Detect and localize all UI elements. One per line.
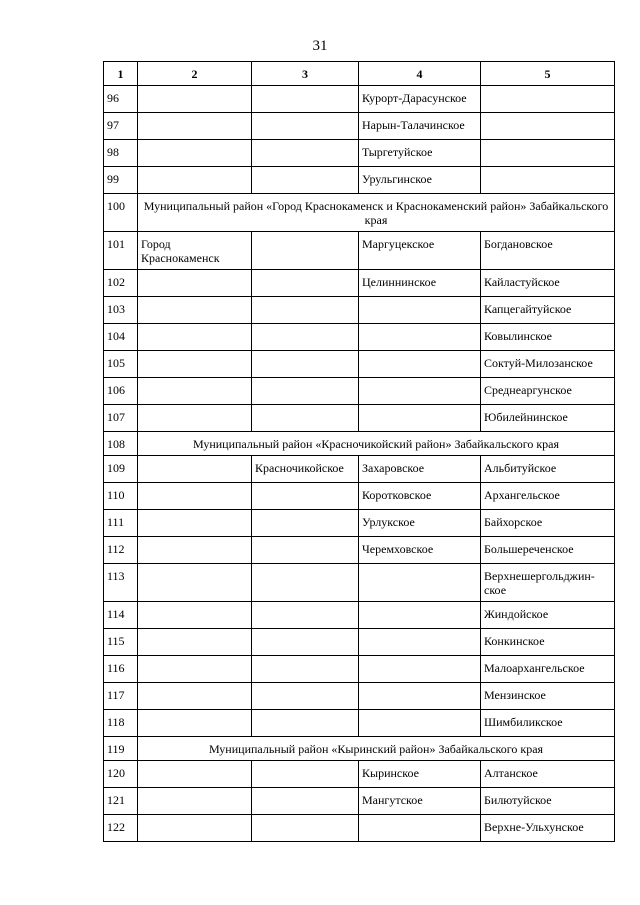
table-row bbox=[104, 456, 615, 483]
row-number-cell: 99 bbox=[104, 167, 138, 194]
rural-settlement-cell: Билютуйское bbox=[481, 788, 615, 815]
row-number-cell: 119 bbox=[104, 737, 138, 761]
urban-settlement-cell bbox=[252, 788, 359, 815]
table-body bbox=[104, 62, 615, 842]
urban-settlement-cell bbox=[252, 167, 359, 194]
table-row bbox=[104, 324, 615, 351]
urban-district-cell bbox=[138, 788, 252, 815]
row-number-cell: 112 bbox=[104, 537, 138, 564]
row-number-cell: 100 bbox=[104, 194, 138, 232]
urban-district-cell bbox=[138, 113, 252, 140]
column-header: 5 bbox=[481, 62, 615, 86]
table-row bbox=[104, 86, 615, 113]
page-number: 31 bbox=[312, 38, 328, 54]
rural-settlement-cell: Богдановское bbox=[481, 232, 615, 270]
urban-district-cell bbox=[138, 351, 252, 378]
rural-settlement-cell: Альбитуйское bbox=[481, 456, 615, 483]
urban-district-cell bbox=[138, 602, 252, 629]
urban-settlement-cell bbox=[252, 761, 359, 788]
rural-settlement-cell: Черемховское bbox=[359, 537, 481, 564]
row-number-cell: 101 bbox=[104, 232, 138, 270]
urban-district-cell bbox=[138, 761, 252, 788]
rural-settlement-cell bbox=[481, 113, 615, 140]
urban-settlement-cell bbox=[252, 140, 359, 167]
table-row bbox=[104, 483, 615, 510]
row-number-cell: 110 bbox=[104, 483, 138, 510]
table-row bbox=[104, 537, 615, 564]
table-header-row bbox=[104, 62, 615, 86]
urban-settlement-cell bbox=[252, 297, 359, 324]
urban-settlement-cell bbox=[252, 86, 359, 113]
row-number-cell: 116 bbox=[104, 656, 138, 683]
rural-settlement-cell bbox=[359, 710, 481, 737]
urban-district-cell bbox=[138, 683, 252, 710]
row-number-cell: 103 bbox=[104, 297, 138, 324]
urban-settlement-cell bbox=[252, 629, 359, 656]
rural-settlement-cell bbox=[359, 564, 481, 602]
urban-district-cell bbox=[138, 537, 252, 564]
urban-district-cell bbox=[138, 324, 252, 351]
rural-settlement-cell: Соктуй-Милозанское bbox=[481, 351, 615, 378]
urban-settlement-cell bbox=[252, 815, 359, 842]
table-row bbox=[104, 815, 615, 842]
row-number-cell: 117 bbox=[104, 683, 138, 710]
urban-district-cell bbox=[138, 510, 252, 537]
urban-district-cell bbox=[138, 483, 252, 510]
table-row bbox=[104, 270, 615, 297]
table-row bbox=[104, 683, 615, 710]
urban-district-cell bbox=[138, 456, 252, 483]
rural-settlement-cell: Целиннинское bbox=[359, 270, 481, 297]
urban-settlement-cell: Красночикойское bbox=[252, 456, 359, 483]
rural-settlement-cell bbox=[481, 86, 615, 113]
rural-settlement-cell bbox=[359, 297, 481, 324]
rural-settlement-cell: Кыринское bbox=[359, 761, 481, 788]
urban-settlement-cell bbox=[252, 483, 359, 510]
column-header: 4 bbox=[359, 62, 481, 86]
rural-settlement-cell: Шимбиликское bbox=[481, 710, 615, 737]
urban-district-cell bbox=[138, 405, 252, 432]
row-number-cell: 122 bbox=[104, 815, 138, 842]
urban-district-cell: Город Краснокаменск bbox=[138, 232, 252, 270]
rural-settlement-cell bbox=[359, 378, 481, 405]
row-number-cell: 118 bbox=[104, 710, 138, 737]
district-heading-row bbox=[104, 194, 615, 232]
rural-settlement-cell: Конкинское bbox=[481, 629, 615, 656]
column-header: 1 bbox=[104, 62, 138, 86]
urban-district-cell bbox=[138, 140, 252, 167]
urban-district-cell bbox=[138, 815, 252, 842]
rural-settlement-cell bbox=[359, 324, 481, 351]
table-row bbox=[104, 761, 615, 788]
column-header: 3 bbox=[252, 62, 359, 86]
rural-settlement-cell bbox=[359, 351, 481, 378]
district-heading-cell: Муниципальный район «Кыринский район» Забайкальского края bbox=[138, 737, 615, 761]
rural-settlement-cell: Захаровское bbox=[359, 456, 481, 483]
rural-settlement-cell: Среднеаргунское bbox=[481, 378, 615, 405]
row-number-cell: 98 bbox=[104, 140, 138, 167]
urban-settlement-cell bbox=[252, 324, 359, 351]
row-number-cell: 114 bbox=[104, 602, 138, 629]
rural-settlement-cell: Маргуцекское bbox=[359, 232, 481, 270]
urban-settlement-cell bbox=[252, 351, 359, 378]
rural-settlement-cell: Большереченское bbox=[481, 537, 615, 564]
urban-settlement-cell bbox=[252, 510, 359, 537]
municipal-table bbox=[103, 61, 615, 842]
row-number-cell: 107 bbox=[104, 405, 138, 432]
rural-settlement-cell: Урлукское bbox=[359, 510, 481, 537]
row-number-cell: 102 bbox=[104, 270, 138, 297]
urban-settlement-cell bbox=[252, 113, 359, 140]
table-row bbox=[104, 405, 615, 432]
row-number-cell: 113 bbox=[104, 564, 138, 602]
row-number-cell: 97 bbox=[104, 113, 138, 140]
rural-settlement-cell: Курорт-Дарасунское bbox=[359, 86, 481, 113]
urban-settlement-cell bbox=[252, 656, 359, 683]
row-number-cell: 105 bbox=[104, 351, 138, 378]
rural-settlement-cell: Капцегайтуйское bbox=[481, 297, 615, 324]
table-row bbox=[104, 656, 615, 683]
district-heading-cell: Муниципальный район «Город Краснокаменск и Краснокаменский район» Забайкальского края bbox=[138, 194, 615, 232]
rural-settlement-cell: Малоархангельское bbox=[481, 656, 615, 683]
table-row bbox=[104, 113, 615, 140]
row-number-cell: 96 bbox=[104, 86, 138, 113]
row-number-cell: 106 bbox=[104, 378, 138, 405]
row-number-cell: 109 bbox=[104, 456, 138, 483]
row-number-cell: 115 bbox=[104, 629, 138, 656]
urban-settlement-cell bbox=[252, 270, 359, 297]
table-row bbox=[104, 232, 615, 270]
rural-settlement-cell: Ковылинское bbox=[481, 324, 615, 351]
rural-settlement-cell: Алтанское bbox=[481, 761, 615, 788]
rural-settlement-cell bbox=[359, 602, 481, 629]
row-number-cell: 111 bbox=[104, 510, 138, 537]
table-row bbox=[104, 297, 615, 324]
urban-district-cell bbox=[138, 297, 252, 324]
column-header: 2 bbox=[138, 62, 252, 86]
row-number-cell: 108 bbox=[104, 432, 138, 456]
rural-settlement-cell bbox=[359, 656, 481, 683]
rural-settlement-cell: Жиндойское bbox=[481, 602, 615, 629]
table-row bbox=[104, 140, 615, 167]
urban-district-cell bbox=[138, 270, 252, 297]
rural-settlement-cell: Коротковское bbox=[359, 483, 481, 510]
table-row bbox=[104, 351, 615, 378]
urban-district-cell bbox=[138, 656, 252, 683]
rural-settlement-cell: Нарын-Талачинское bbox=[359, 113, 481, 140]
rural-settlement-cell: Кайластуйское bbox=[481, 270, 615, 297]
rural-settlement-cell: Верхнешергольджин-ское bbox=[481, 564, 615, 602]
table-row bbox=[104, 629, 615, 656]
urban-district-cell bbox=[138, 167, 252, 194]
row-number-cell: 120 bbox=[104, 761, 138, 788]
urban-district-cell bbox=[138, 564, 252, 602]
urban-settlement-cell bbox=[252, 378, 359, 405]
rural-settlement-cell bbox=[481, 167, 615, 194]
rural-settlement-cell bbox=[359, 815, 481, 842]
rural-settlement-cell: Тыргетуйское bbox=[359, 140, 481, 167]
urban-settlement-cell bbox=[252, 564, 359, 602]
rural-settlement-cell bbox=[359, 405, 481, 432]
rural-settlement-cell: Верхне-Ульхунское bbox=[481, 815, 615, 842]
urban-settlement-cell bbox=[252, 405, 359, 432]
urban-settlement-cell bbox=[252, 710, 359, 737]
urban-district-cell bbox=[138, 710, 252, 737]
rural-settlement-cell: Байхорское bbox=[481, 510, 615, 537]
rural-settlement-cell bbox=[359, 683, 481, 710]
rural-settlement-cell: Урульгинское bbox=[359, 167, 481, 194]
table-row bbox=[104, 710, 615, 737]
urban-district-cell bbox=[138, 629, 252, 656]
row-number-cell: 104 bbox=[104, 324, 138, 351]
rural-settlement-cell bbox=[481, 140, 615, 167]
rural-settlement-cell: Юбилейнинское bbox=[481, 405, 615, 432]
urban-settlement-cell bbox=[252, 232, 359, 270]
urban-settlement-cell bbox=[252, 602, 359, 629]
urban-district-cell bbox=[138, 378, 252, 405]
urban-district-cell bbox=[138, 86, 252, 113]
rural-settlement-cell: Мангутское bbox=[359, 788, 481, 815]
urban-settlement-cell bbox=[252, 537, 359, 564]
table-row bbox=[104, 564, 615, 602]
table-row bbox=[104, 378, 615, 405]
table-row bbox=[104, 788, 615, 815]
table-row bbox=[104, 167, 615, 194]
rural-settlement-cell: Архангельское bbox=[481, 483, 615, 510]
district-heading-row bbox=[104, 737, 615, 761]
table-row bbox=[104, 510, 615, 537]
row-number-cell: 121 bbox=[104, 788, 138, 815]
rural-settlement-cell: Мензинское bbox=[481, 683, 615, 710]
district-heading-row bbox=[104, 432, 615, 456]
rural-settlement-cell bbox=[359, 629, 481, 656]
urban-settlement-cell bbox=[252, 683, 359, 710]
district-heading-cell: Муниципальный район «Красночикойский район» Забайкальского края bbox=[138, 432, 615, 456]
table-row bbox=[104, 602, 615, 629]
